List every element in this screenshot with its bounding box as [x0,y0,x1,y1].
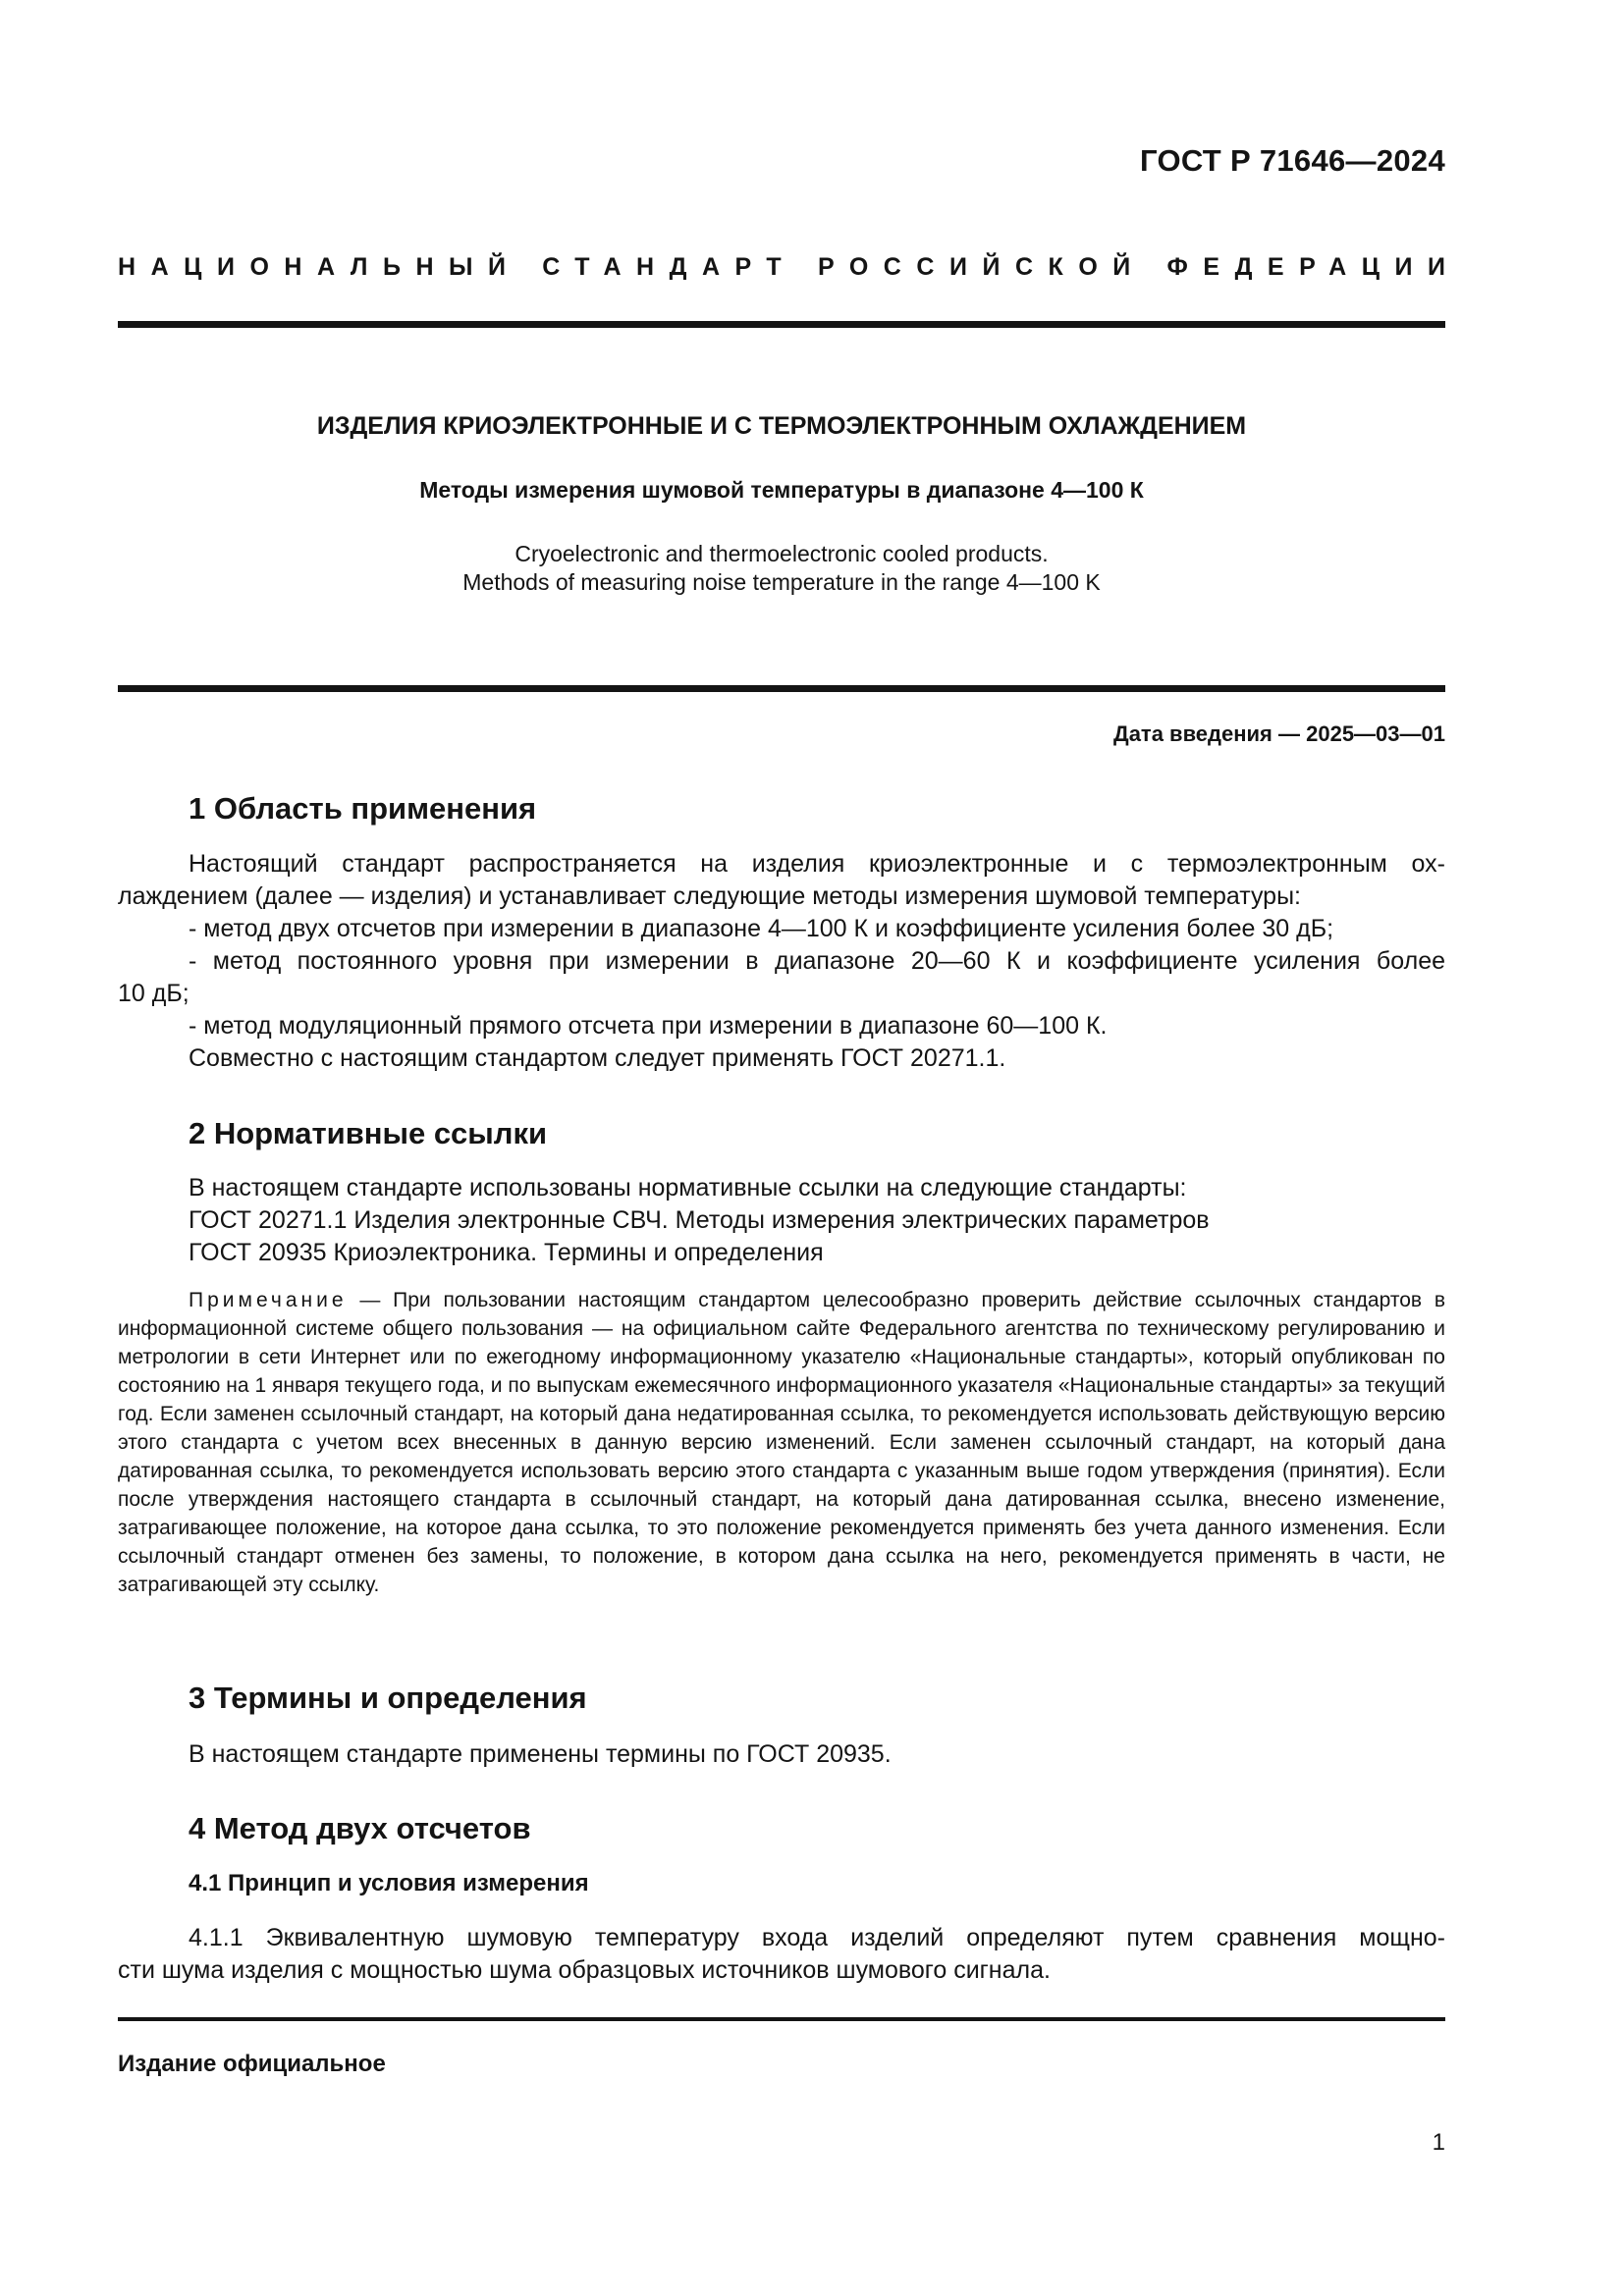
normative-reference: ГОСТ 20271.1 Изделия электронные СВЧ. Методы измерения электрических параметров [189,1206,1210,1234]
section-1-list-item-continuation: 10 дБ; [118,980,189,1007]
document-subtitle-ru: Методы измерения шумовой температуры в диапазоне 4—100 К [419,477,1144,503]
section-1-heading: 1 Область применения [189,791,537,826]
page-number: 1 [1432,2129,1445,2156]
subsection-4-1-heading: 4.1 Принцип и условия измерения [189,1870,589,1896]
document-title-en-line1: Cryoelectronic and thermoelectronic cooled products. [514,541,1049,566]
section-2-heading: 2 Нормативные ссылки [189,1116,548,1150]
banner-word: НАЦИОНАЛЬНЫЙ [118,253,521,281]
section-2-intro: В настоящем стандарте использованы нормативные ссылки на следующие стандарты: [189,1174,1187,1201]
section-1-apply-note: Совместно с настоящим стандартом следует применять ГОСТ 20271.1. [189,1044,1006,1072]
note-text: — При пользовании настоящим стандартом целесообразно проверить действие ссылочных стандартов в информационной системе общего пользования — на официальном сайте Федерального агентства по техническому регулированию и метрологии в сети Интернет или по ежегодному информационному указателю «Национальные стандарты», который опубликован по состоянию на 1 января текущего года, и по выпускам ежемесячного информационного указателя «Национальные стандарты» за текущий год. Если заменен ссылочный стандарт, на который дана недатированная ссылка, то рекомендуется использовать действующую версию этого стандарта с учетом всех внесенных в данную версию изменений. Если заменен ссылочный стандарт, на который дана датированная ссылка, то рекомендуется использовать версию этого стандарта с указанным выше годом утверждения (принятия). Если после утверждения настоящего стандарта в ссылочный стандарт, на который дана датированная ссылка, внесено изменение, затрагивающее положение, на которое дана ссылка, то это положение рекомендуется применять без учета данного изменения. Если ссылочный стандарт отменен без замены, то положение, в котором дана ссылка на него, рекомендуется применять в части, не затрагивающей эту ссылку. [118,1289,1445,1596]
section-1-list-item: - метод постоянного уровня при измерении в диапазоне 20—60 К и коэффициенте усиления более [189,947,1445,975]
introduction-date: Дата введения — 2025—03—01 [1113,721,1445,746]
document-page [118,0,1461,2296]
banner-word: РОССИЙСКОЙ [817,253,1146,281]
section-1-paragraph-line: Настоящий стандарт распространяется на изделия криоэлектронные и с термоэлектронным ох- [189,850,1445,878]
footer-rule [118,2017,1445,2021]
section-1-list-item: - метод двух отсчетов при измерении в диапазоне 4—100 К и коэффициенте усиления более 30 дБ; [189,915,1334,942]
national-standard-banner [118,253,1461,282]
section-1-list-item: - метод модуляционный прямого отсчета при измерении в диапазоне 60—100 К. [189,1012,1108,1040]
document-title-ru: ИЗДЕЛИЯ КРИОЭЛЕКТРОННЫЕ И С ТЕРМОЭЛЕКТРОННЫМ ОХЛАЖДЕНИЕМ [316,412,1247,440]
banner-word: ФЕДЕРАЦИИ [1166,253,1461,281]
title-rule [118,685,1445,692]
document-title-en-line2: Methods of measuring noise temperature in the range 4—100 K [462,569,1101,595]
note-label: Примечание [189,1289,348,1311]
standard-designation: ГОСТ Р 71646—2024 [1140,143,1445,178]
section-3-heading: 3 Термины и определения [189,1681,587,1715]
clause-4-1-1-line: 4.1.1 Эквивалентную шумовую температуру входа изделий определяют путем сравнения мощно- [189,1924,1445,1951]
banner-word: СТАНДАРТ [542,253,797,281]
section-2-note [118,1286,1445,1599]
official-edition-label: Издание официальное [118,2051,386,2077]
section-4-heading: 4 Метод двух отсчетов [189,1811,531,1845]
section-3-text: В настоящем стандарте применены термины по ГОСТ 20935. [189,1740,892,1768]
header-rule [118,321,1445,328]
section-1-paragraph-line: лаждением (далее — изделия) и устанавливает следующие методы измерения шумовой температуры: [118,882,1302,910]
clause-4-1-1-line: сти шума изделия с мощностью шума образцовых источников шумового сигнала. [118,1956,1051,1984]
normative-reference: ГОСТ 20935 Криоэлектроника. Термины и определения [189,1239,824,1266]
